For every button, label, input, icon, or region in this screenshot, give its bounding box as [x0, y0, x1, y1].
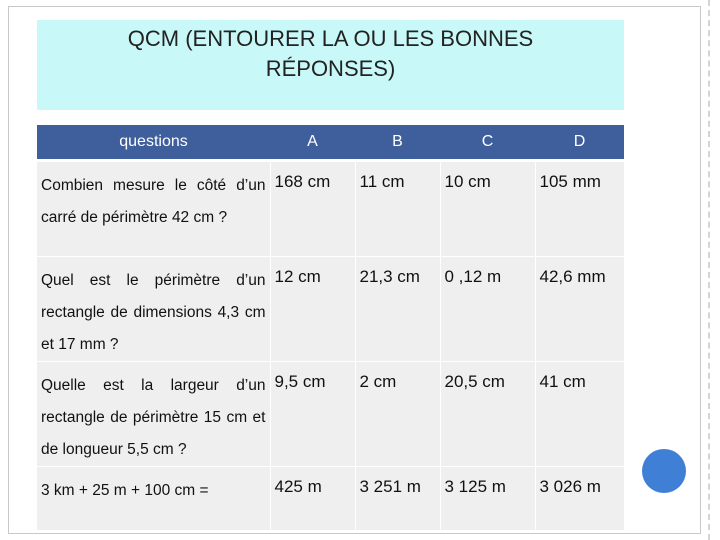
header-questions: questions: [37, 125, 270, 161]
header-b: B: [355, 125, 440, 161]
answer-d[interactable]: 42,6 mm: [535, 257, 624, 362]
answer-a[interactable]: 425 m: [270, 467, 355, 531]
answer-a[interactable]: 168 cm: [270, 161, 355, 257]
slide-title: [37, 20, 624, 110]
decorative-circle-icon: [642, 449, 686, 493]
table-row: [37, 257, 624, 362]
question-cell: Quel est le périmètre d’un rectangle de dimensions 4,3 cm et 17 mm ?: [37, 257, 270, 362]
answer-c[interactable]: 3 125 m: [440, 467, 535, 531]
title-line-2: RÉPONSES): [265, 56, 396, 81]
header-a: A: [270, 125, 355, 161]
answer-b[interactable]: 11 cm: [355, 161, 440, 257]
question-cell: Quelle est la largeur d’un rectangle de périmètre 15 cm et de longueur 5,5 cm ?: [37, 362, 270, 467]
qcm-table: [37, 125, 625, 531]
table-row: [37, 362, 624, 467]
answer-a[interactable]: 9,5 cm: [270, 362, 355, 467]
title-line-1: QCM (ENTOURER LA OU LES BONNES: [127, 26, 534, 51]
answer-b[interactable]: 21,3 cm: [355, 257, 440, 362]
table-row: [37, 161, 624, 257]
answer-d[interactable]: 3 026 m: [535, 467, 624, 531]
table-header-row: [37, 125, 624, 161]
answer-c[interactable]: 0 ,12 m: [440, 257, 535, 362]
slide-edge-decoration: [708, 0, 710, 540]
answer-b[interactable]: 3 251 m: [355, 467, 440, 531]
answer-c[interactable]: 10 cm: [440, 161, 535, 257]
question-cell: 3 km + 25 m + 100 cm =: [37, 467, 270, 531]
header-c: C: [440, 125, 535, 161]
answer-b[interactable]: 2 cm: [355, 362, 440, 467]
answer-c[interactable]: 20,5 cm: [440, 362, 535, 467]
table-row: [37, 467, 624, 531]
answer-a[interactable]: 12 cm: [270, 257, 355, 362]
answer-d[interactable]: 105 mm: [535, 161, 624, 257]
header-d: D: [535, 125, 624, 161]
question-cell: Combien mesure le côté d’un carré de périmètre 42 cm ?: [37, 161, 270, 257]
answer-d[interactable]: 41 cm: [535, 362, 624, 467]
